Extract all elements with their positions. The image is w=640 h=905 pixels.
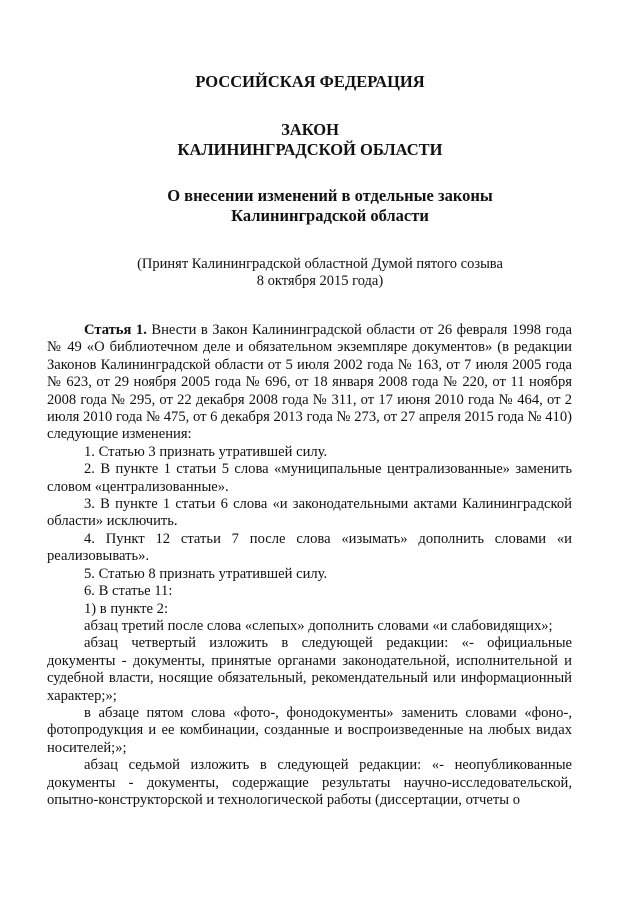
article-1-item-3: 3. В пункте 1 статьи 6 слова «и законодательными актами Калининградской области» исключить. [47, 496, 572, 530]
article-1-subitem-1: 1) в пункте 2: [84, 600, 169, 617]
law-subject [0, 186, 640, 226]
paragraph-7-change: абзац седьмой изложить в следующей редакции: «- неопубликованные документы - документы, содержащие результаты научно-исследовательской, опытно-конструкторской и технологической работы (диссертации, отчеты о [47, 757, 572, 808]
country-heading: РОССИЙСКАЯ ФЕДЕРАЦИЯ [195, 72, 425, 91]
law-subject-line1: О внесении изменений в отдельные законы [167, 186, 493, 205]
paragraph-4-change: абзац четвертый изложить в следующей редакции: «- официальные документы - документы, принятые органами законодательной, исполнительной и судебной власти, носящие обязательный, рекомендательный или информационный характер;»; [47, 635, 572, 704]
article-1 [47, 322, 572, 809]
article-1-item-2: 2. В пункте 1 статьи 5 слова «муниципальные централизованные» заменить словом «централизованные». [47, 461, 572, 495]
article-1-item-6: 6. В статье 11: [84, 583, 173, 600]
adoption-note-line1: (Принят Калининградской областной Думой пятого созыва [137, 256, 503, 272]
article-1-intro-text: Внести в Закон Калининградской области от 26 февраля 1998 года № 49 «О библиотечном деле и обязательном экземпляре документов» (в редакции Законов Калининградской области от 5 июля 2002 года № 163, от 7 июля 2005 года № 623, от 29 ноября 2005 года № 696, от 18 января 2008 года № 220, от 11 ноября 2008 года № 295, от 22 декабря 2008 года № 311, от 17 июня 2010 года № 464, от 2 июля 2010 года № 475, от 6 декабря 2013 года № 273, от 27 апреля 2015 года № 410) следующие изменения: [47, 322, 572, 443]
article-1-intro [47, 322, 572, 444]
law-heading-line2: КАЛИНИНГРАДСКОЙ ОБЛАСТИ [177, 140, 443, 159]
law-heading-line1: ЗАКОН [281, 120, 339, 139]
article-1-item-5: 5. Статью 8 признать утратившей силу. [84, 565, 328, 582]
article-1-item-4: 4. Пункт 12 статьи 7 после слова «изымать» дополнить словами «и реализовывать». [47, 530, 572, 565]
adoption-note [0, 256, 640, 290]
article-1-label: Статья 1. [84, 322, 147, 338]
article-1-item-1: 1. Статью 3 признать утратившей силу. [84, 443, 328, 460]
adoption-note-line2: 8 октября 2015 года) [256, 273, 384, 289]
paragraph-3-change: абзац третий после слова «слепых» дополнить словами «и слабовидящих»; [84, 617, 553, 634]
paragraph-5-change: в абзаце пятом слова «фото-, фонодокументы» заменить словами «фоно-, фотопродукция и ее комбинации, созданные и воспроизведенные на любых видах носителей;»; [47, 704, 572, 756]
law-subject-line2: Калининградской области [231, 206, 429, 225]
law-heading [0, 120, 620, 160]
